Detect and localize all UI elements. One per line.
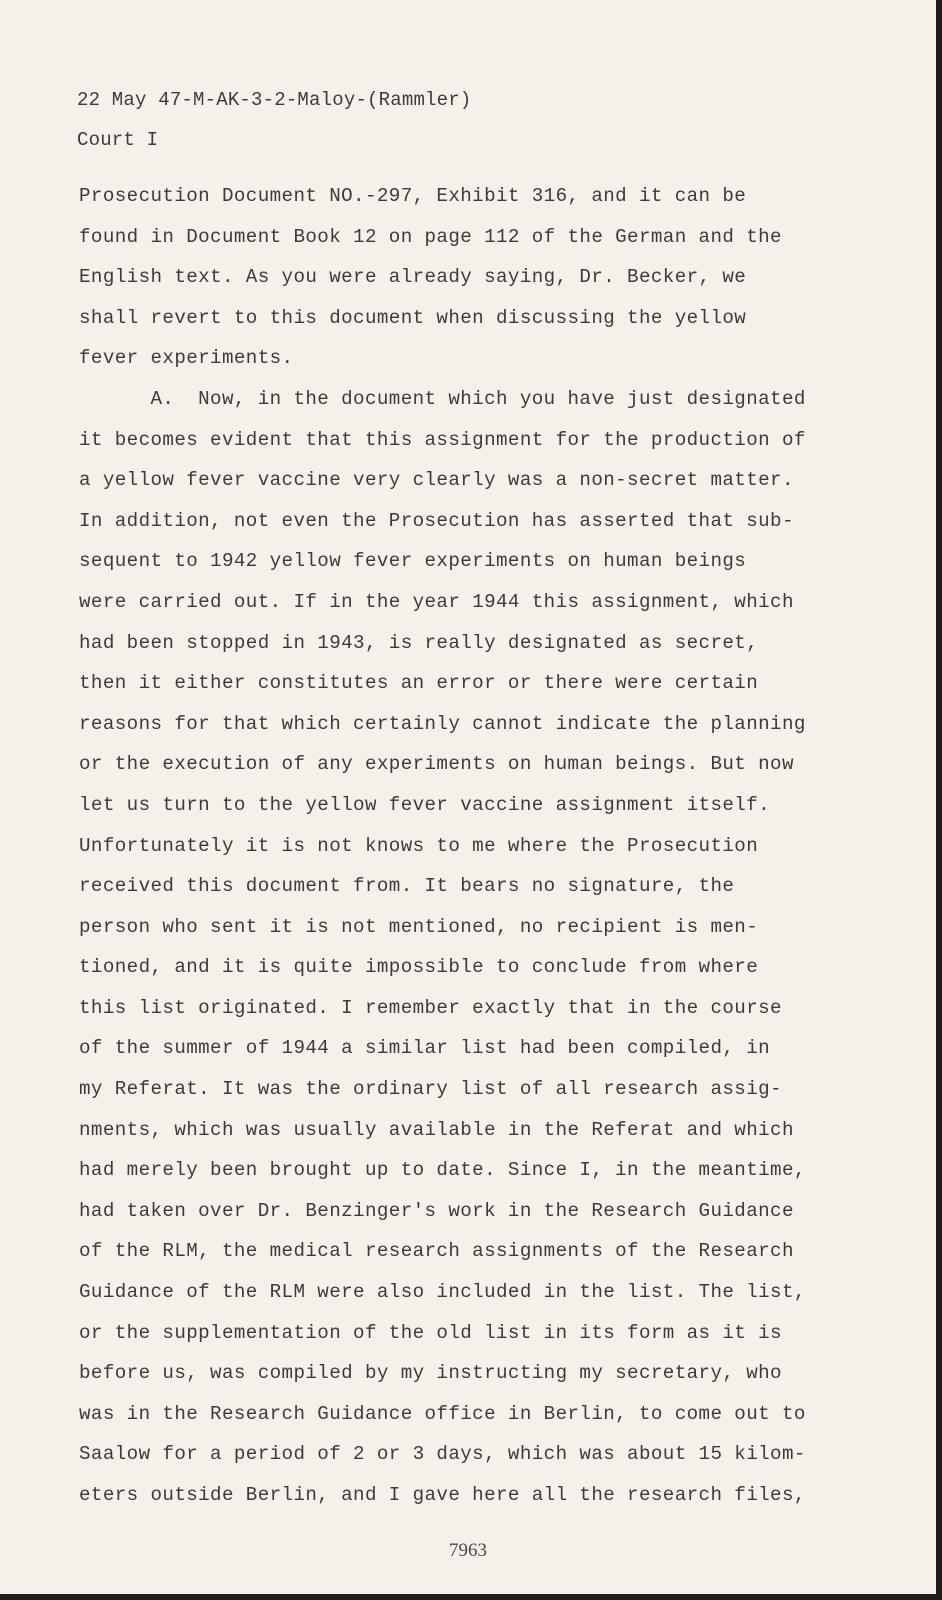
header-date-line: 22 May 47-M-AK-3-2-Maloy-(Rammler) (77, 89, 472, 111)
text-line: or the supplementation of the old list in its form as it is (79, 1321, 782, 1344)
text-line: or the execution of any experiments on human beings. But now (79, 753, 794, 776)
text-line: had merely been brought up to date. Since I, in the meantime, (79, 1159, 806, 1182)
text-line: person who sent it is not mentioned, no recipient is men- (79, 915, 759, 938)
transcript-body (79, 176, 859, 1516)
text-line: had been stopped in 1943, is really designated as secret, (79, 631, 759, 654)
text-line: of the summer of 1944 a similar list had been compiled, in (79, 1037, 771, 1060)
text-line: reasons for that which certainly cannot indicate the planning (79, 712, 806, 735)
text-line: In addition, not even the Prosecution has asserted that sub- (79, 509, 794, 532)
text-line: nments, which was usually available in the Referat and which (79, 1118, 794, 1141)
text-line: eters outside Berlin, and I gave here all the research files, (79, 1484, 806, 1506)
text-line: received this document from. It bears no signature, the (79, 875, 735, 898)
text-line: A. Now, in the document which you have just designated (79, 387, 806, 410)
text-line: let us turn to the yellow fever vaccine assignment itself. (79, 793, 771, 816)
text-line: Unfortunately it is not knows to me where the Prosecution (79, 834, 759, 857)
text-line: Guidance of the RLM were also included in the list. The list, (79, 1281, 806, 1304)
text-line: were carried out. If in the year 1944 this assignment, which (79, 590, 794, 613)
text-line: sequent to 1942 yellow fever experiments on human beings (79, 550, 747, 573)
document-header (77, 80, 471, 160)
page-number: 7963 (449, 1540, 487, 1561)
text-line: had taken over Dr. Benzinger's work in the Research Guidance (79, 1199, 794, 1222)
header-court-line: Court I (77, 129, 159, 151)
text-line: tioned, and it is quite impossible to conclude from where (79, 956, 759, 979)
text-line: found in Document Book 12 on page 112 of the German and the (79, 225, 782, 248)
text-line: a yellow fever vaccine very clearly was a non-secret matter. (79, 469, 794, 492)
text-line: before us, was compiled by my instructing my secretary, who (79, 1362, 782, 1385)
text-line: it becomes evident that this assignment for the production of (79, 428, 806, 451)
text-line: this list originated. I remember exactly that in the course (79, 996, 782, 1019)
scan-border-right (936, 0, 942, 1600)
text-line: English text. As you were already saying, Dr. Becker, we (79, 266, 747, 289)
text-line: fever experiments. (79, 347, 294, 370)
text-line: was in the Research Guidance office in Berlin, to come out to (79, 1402, 806, 1425)
scan-border-bottom (0, 1594, 942, 1600)
text-line: then it either constitutes an error or there were certain (79, 672, 759, 695)
text-line: Saalow for a period of 2 or 3 days, which was about 15 kilom- (79, 1443, 806, 1466)
text-line: my Referat. It was the ordinary list of all research assig- (79, 1078, 782, 1101)
text-line: of the RLM, the medical research assignments of the Research (79, 1240, 794, 1263)
text-line: Prosecution Document NO.-297, Exhibit 316, and it can be (79, 185, 747, 207)
text-line: shall revert to this document when discussing the yellow (79, 306, 747, 329)
